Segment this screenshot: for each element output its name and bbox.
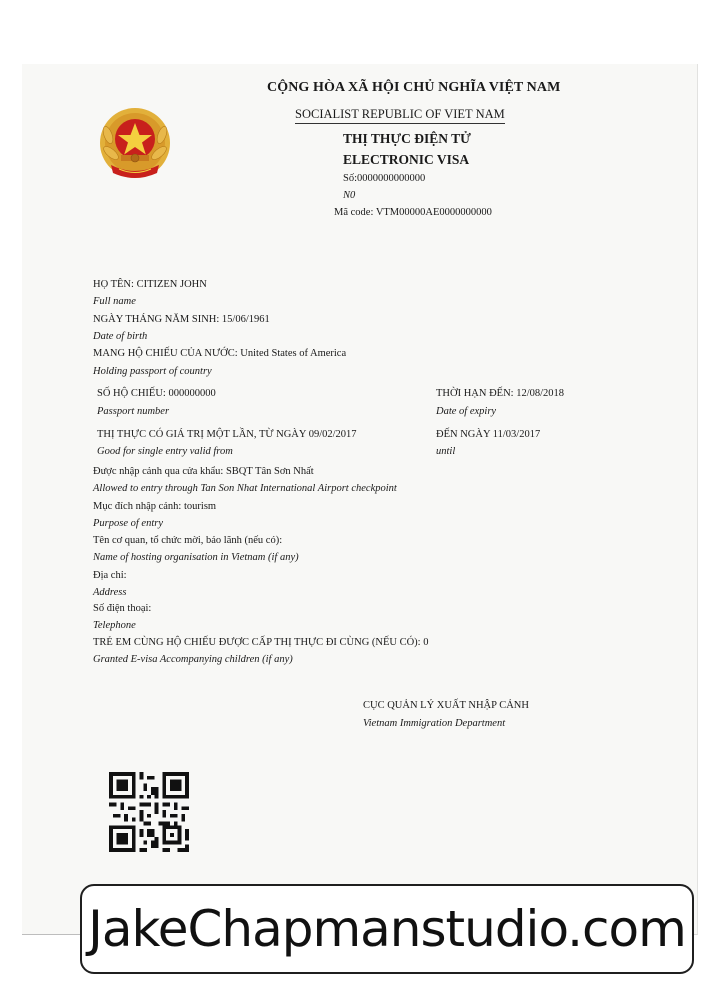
department-vn: CỤC QUẢN LÝ XUẤT NHẬP CẢNH [363, 700, 529, 711]
valid-from-label: THỊ THỰC CÓ GIÁ TRỊ MỘT LẦN, TỪ NGÀY [97, 429, 307, 440]
country-name-vn: CỘNG HÒA XÃ HỘI CHỦ NGHĨA VIỆT NAM [267, 80, 561, 95]
address-en: Address [93, 587, 127, 598]
checkpoint-row [93, 466, 314, 477]
valid-from-row [97, 429, 357, 440]
purpose-label: Mục đích nhập cảnh: [93, 501, 182, 512]
full-name-value: CITIZEN JOHN [136, 279, 207, 290]
telephone-en: Telephone [93, 620, 136, 631]
children-en: Granted E-visa Accompanying children (if any) [93, 654, 293, 665]
host-org-en: Name of hosting organisation in Vietnam (if any) [93, 552, 299, 563]
page-edge-line [22, 934, 82, 935]
visa-code-label: Mã code: [334, 207, 374, 218]
qr-code-icon [106, 772, 192, 852]
passport-country-en: Holding passport of country [93, 366, 212, 377]
checkpoint-value: SBQT Tân Sơn Nhất [225, 466, 314, 477]
passport-country-label: MANG HỘ CHIẾU CỦA NƯỚC: [93, 348, 238, 359]
visa-title-vn: THỊ THỰC ĐIỆN TỬ [343, 131, 471, 146]
dob-label: NGÀY THÁNG NĂM SINH: [93, 314, 220, 325]
children-value: 0 [423, 637, 429, 648]
country-name-en: SOCIALIST REPUBLIC OF VIET NAM [295, 107, 505, 124]
checkpoint-label: Được nhập cảnh qua cửa khẩu: [93, 466, 224, 477]
valid-from-value: 09/02/2017 [308, 429, 357, 440]
visa-no-label: N0 [343, 190, 356, 201]
purpose-en: Purpose of entry [93, 518, 163, 529]
checkpoint-en: Allowed to entry through Tan Son Nhat International Airport checkpoint [93, 483, 397, 494]
passport-number-label: SỐ HỘ CHIẾU: [97, 388, 166, 399]
visa-number-label: Số: [343, 173, 358, 184]
valid-from-en: Good for single entry valid from [97, 446, 233, 457]
passport-number-value: 000000000 [168, 388, 216, 399]
dob-row [93, 314, 270, 325]
expiry-value: 12/08/2018 [516, 388, 565, 399]
national-emblem-icon [95, 105, 175, 185]
purpose-row [93, 501, 216, 512]
visa-code [334, 207, 492, 218]
address-label: Địa chỉ: [93, 570, 127, 581]
visa-number [343, 173, 425, 184]
visa-title-en: ELECTRONIC VISA [343, 152, 470, 167]
expiry-row [436, 388, 564, 399]
dob-en: Date of birth [93, 331, 148, 342]
full-name-en: Full name [93, 296, 136, 307]
passport-number-en: Passport number [97, 406, 170, 417]
valid-until-en: until [436, 446, 456, 457]
valid-until-value: 11/03/2017 [492, 429, 541, 440]
dob-value: 15/06/1961 [221, 314, 270, 325]
passport-country-value: United States of America [240, 348, 347, 359]
purpose-value: tourism [183, 501, 217, 512]
full-name-label: HỌ TÊN: [93, 279, 134, 290]
department-en: Vietnam Immigration Department [363, 718, 506, 729]
passport-number-row [97, 388, 216, 399]
watermark-banner [80, 884, 694, 974]
children-row [93, 637, 428, 648]
expiry-label: THỜI HẠN ĐẾN: [436, 388, 514, 399]
valid-until-label: ĐẾN NGÀY [436, 429, 491, 440]
full-name-row [93, 279, 207, 290]
children-label: TRẺ EM CÙNG HỘ CHIẾU ĐƯỢC CẤP THỊ THỰC ĐI CÙNG (NẾU CÓ): [93, 637, 421, 648]
expiry-en: Date of expiry [436, 406, 497, 417]
watermark-text: JakeChapmanstudio.com [88, 900, 686, 958]
passport-country-row [93, 348, 346, 359]
visa-code-value: VTM00000AE0000000000 [375, 207, 492, 218]
visa-number-value: 0000000000000 [357, 173, 426, 184]
telephone-label: Số điện thoại: [93, 603, 152, 614]
valid-until-row [436, 429, 540, 440]
host-org-label: Tên cơ quan, tổ chức mời, bảo lãnh (nếu có): [93, 535, 283, 546]
